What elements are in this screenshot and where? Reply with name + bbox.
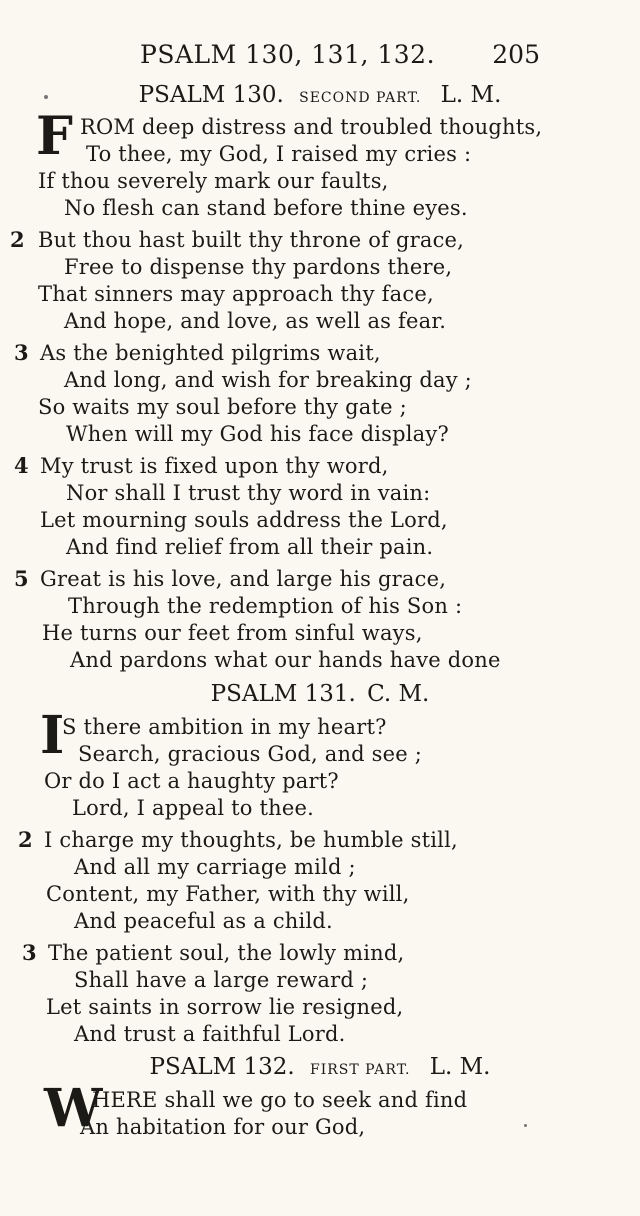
verse-number: 5 (14, 566, 29, 591)
verse-line: Let saints in sorrow lie resigned, (46, 995, 404, 1019)
page-number: 205 (492, 40, 540, 69)
verse-line: Great is his love, and large his grace, (40, 567, 447, 591)
verse-line: Nor shall I trust thy word in vain: (66, 481, 431, 505)
verse-number: 2 (10, 227, 25, 252)
psalm-meter: L. M. (440, 82, 502, 108)
verse-line: And pardons what our hands have done (70, 648, 501, 672)
running-head (0, 40, 640, 74)
psalm-title: PSALM 131. (210, 681, 356, 707)
verse-line: Content, my Father, with thy will, (46, 882, 410, 906)
verse-line: But thou hast built thy throne of grace, (38, 228, 465, 252)
verse-line: My trust is fixed upon thy word, (40, 454, 389, 478)
verse-line: As the benighted pilgrims wait, (40, 341, 381, 365)
verse-number: 3 (22, 940, 37, 965)
verse-line: Lord, I appeal to thee. (72, 796, 314, 820)
verse-line: ROM deep distress and troubled thoughts, (80, 115, 543, 139)
verse-line: And hope, and love, as well as fear. (64, 309, 447, 333)
verse-line: S there ambition in my heart? (62, 715, 387, 739)
drop-cap: I (40, 705, 65, 766)
verse-line: HERE shall we go to seek and find (92, 1088, 468, 1112)
verse-line: I charge my thoughts, be humble still, (44, 828, 458, 852)
verse-line: Let mourning souls address the Lord, (40, 508, 448, 532)
verse-line: Or do I act a haughty part? (44, 769, 339, 793)
verse-line: Shall have a large reward ; (74, 968, 369, 992)
drop-cap: W (44, 1078, 103, 1139)
verse-line: When will my God his face display? (66, 422, 449, 446)
verse-line: The patient soul, the lowly mind, (48, 941, 405, 965)
verse-number: 3 (14, 340, 29, 365)
print-speck (524, 1124, 527, 1127)
verse-line: And long, and wish for breaking day ; (64, 368, 472, 392)
verse-line: To thee, my God, I raised my cries : (86, 142, 472, 166)
psalm-130-heading (0, 82, 640, 108)
running-head-title: PSALM 130, 131, 132. (140, 40, 436, 69)
psalm-meter: L. M. (429, 1054, 491, 1080)
verse-line: He turns our feet from sinful ways, (42, 621, 423, 645)
verse-line: No flesh can stand before thine eyes. (64, 196, 468, 220)
verse-line: And peaceful as a child. (74, 909, 333, 933)
psalm-title: PSALM 132. (149, 1054, 295, 1080)
verse-line: So waits my soul before thy gate ; (38, 395, 407, 419)
drop-cap: F (36, 106, 73, 167)
psalm-meter: C. M. (367, 681, 430, 707)
psalm-part: FIRST PART. (309, 1062, 411, 1078)
verse-line: Through the redemption of his Son : (68, 594, 463, 618)
psalm-132-heading (0, 1054, 640, 1080)
verse-line: And trust a faithful Lord. (74, 1022, 346, 1046)
verse-line: And all my carriage mild ; (74, 855, 356, 879)
verse-line: If thou severely mark our faults, (38, 169, 389, 193)
verse-number: 4 (14, 453, 29, 478)
verse-line: Search, gracious God, and see ; (78, 742, 423, 766)
verse-number: 2 (18, 827, 33, 852)
psalm-title: PSALM 130. (138, 82, 284, 108)
verse-line: An habitation for our God, (80, 1115, 366, 1139)
psalm-part: SECOND PART. (299, 90, 422, 106)
verse-line: And find relief from all their pain. (66, 535, 434, 559)
verse-line: That sinners may approach thy face, (38, 282, 434, 306)
psalm-131-heading (0, 681, 640, 707)
verse-line: Free to dispense thy pardons there, (64, 255, 453, 279)
